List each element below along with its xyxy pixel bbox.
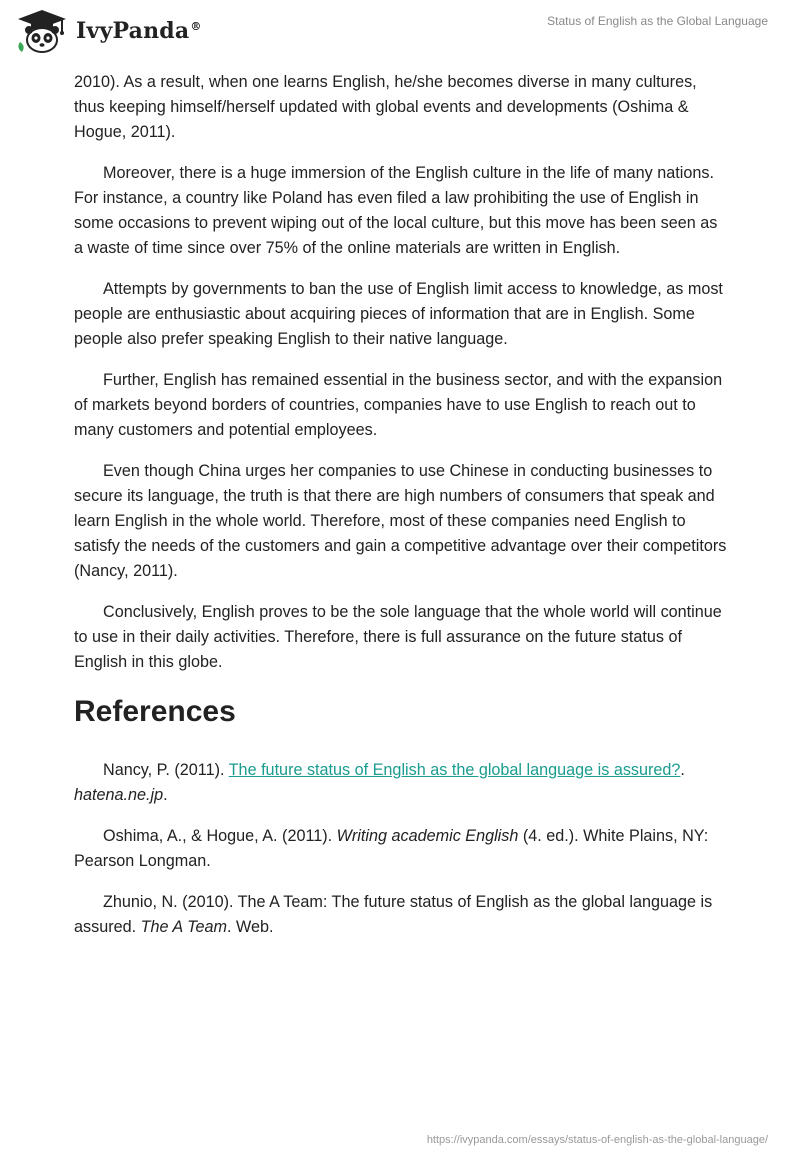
body-paragraph: 2010). As a result, when one learns English, he/she becomes diverse in many cultures, thus keeping himself/herself updated with global events and developments (Oshima & Hogue, 2011).	[74, 73, 697, 141]
page-header	[0, 0, 800, 64]
body-paragraph: Further, English has remained essential in the business sector, and with the expansion of markets beyond borders of countries, companies have to use English to reach out to many customers and potential employees.	[74, 371, 723, 439]
page-title: Status of English as the Global Language	[547, 14, 768, 28]
body-paragraph: Attempts by governments to ban the use of English limit access to knowledge, as most people are enthusiastic about acquiring pieces of information that are in English. Some people also prefer speaking English to their native language.	[74, 280, 723, 348]
panda-graduate-icon	[14, 8, 70, 54]
references-heading: References	[74, 695, 236, 728]
footer-url: https://ivypanda.com/essays/status-of-english-as-the-global-language/	[426, 1134, 768, 1146]
reference-item: Oshima, A., & Hogue, A. (2011). Writing academic English (4. ed.). White Plains, NY: Pearson Longman.	[74, 827, 709, 870]
reference-source: hatena.ne.jp	[74, 786, 164, 804]
ivypanda-logo[interactable]	[14, 8, 202, 54]
logo-wordmark: IvyPanda®	[76, 18, 202, 44]
reference-title: Writing academic English	[336, 827, 519, 845]
body-paragraph: Conclusively, English proves to be the sole language that the whole world will continue to use in their daily activities. Therefore, there is full assurance on the future status of English in this globe.	[74, 603, 722, 671]
reference-item: Nancy, P. (2011). The future status of English as the global language is assured?. hatena.ne.jp.	[74, 761, 685, 804]
reference-source: The A Team	[140, 918, 227, 936]
body-paragraph: Moreover, there is a huge immersion of the English culture in the life of many nations. For instance, a country like Poland has even filed a law prohibiting the use of English in some occasions to prevent wiping out of the local culture, but this move has been seen as a waste of time since over 75% of the online materials are written in English.	[74, 164, 718, 257]
reference-item: Zhunio, N. (2010). The A Team: The future status of English as the global language is assured. The A Team. Web.	[74, 893, 713, 936]
essay-content	[74, 70, 730, 956]
body-paragraph: Even though China urges her companies to use Chinese in conducting businesses to secure its language, the truth is that there are high numbers of consumers that speak and learn English in the whole world. Therefore, most of these companies need English to satisfy the needs of the customers and gain a competitive advantage over their competitors (Nancy, 2011).	[74, 462, 727, 580]
reference-link[interactable]: The future status of English as the global language is assured?	[228, 761, 681, 779]
